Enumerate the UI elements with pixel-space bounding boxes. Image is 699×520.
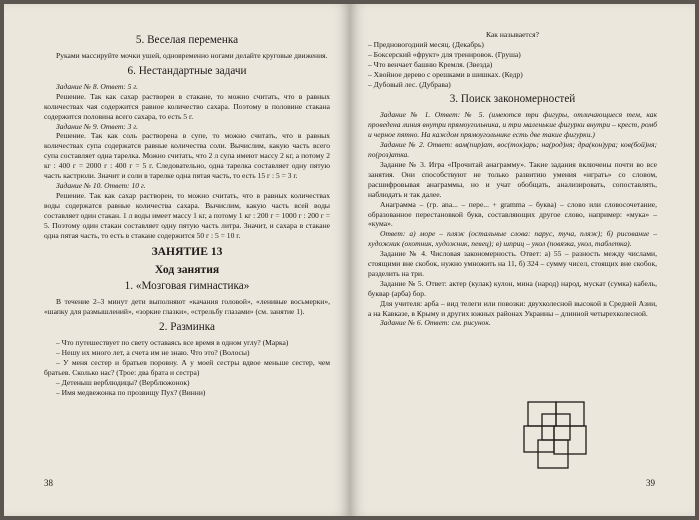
page-number-left: 38	[44, 478, 53, 488]
riddle-item: – Что венчает башню Кремля. (Звезда)	[368, 59, 493, 69]
left-page	[4, 4, 350, 516]
section-5-text: Руками массируйте мочки ушей, одновременно ногами делайте круговые движения.	[56, 51, 328, 60]
section-1-text: В течение 2–3 минут дети выполняют «качания головой», «ленивые восьмерки», «шапку для размышлений», «зоркие глазки», «стрельбу глазами» (см. занятие 1).	[44, 297, 330, 317]
section-1-title: 1. «Мозговая гимнастика»	[124, 280, 250, 293]
riddle-intro: Как называется?	[485, 30, 539, 39]
figure-square	[524, 426, 554, 452]
warmup-item: – У меня сестер и братьев поровну. А у моей сестры вдвое меньше сестер, чем братьев. Сколько нас? (Трое: два брата и сестра)	[44, 358, 330, 377]
riddle-item: – Хвойное дерево с орешками в шишках. (Кедр)	[368, 69, 523, 79]
warmup-item: – Что путешествует по свету оставаясь все время в одном углу? (Марка)	[56, 338, 289, 348]
warmup-item: – Имя медвежонка по прозвищу Пух? (Винни)	[56, 387, 206, 397]
task-1-answer: Задание № 1. Ответ: № 5. (имеются три фигуры, отличающиеся тем, как проведена линия внутри прямоугольника, и три маленькие фигурки внутри – крест, ромб и черное пятно. На каждом прямоугольнике есть две такие фигурки.)	[368, 110, 657, 140]
task-10-label: Задание № 10. Ответ: 10 г.	[56, 180, 146, 190]
section-6-title: 6. Нестандартные задачи	[127, 64, 247, 77]
task-5-answer: Задание № 5. Ответ: актер (кулак) кулон, мина (народ) народ, мускат (сумка) кабель, буквар (арба) бор.	[368, 278, 657, 298]
task-6-answer: Задание № 6. Ответ: см. рисунок.	[380, 318, 491, 328]
right-page	[350, 4, 695, 516]
section-3-title: 3. Поиск закономерностей	[449, 93, 576, 106]
page-number-right: 39	[646, 478, 655, 488]
lesson-title: ЗАНЯТИЕ 13	[151, 245, 223, 259]
riddle-item: – Дубовый лес. (Дубрава)	[368, 79, 451, 89]
lesson-subtitle: Ход занятия	[154, 263, 220, 277]
section-2-title: 2. Разминка	[159, 321, 215, 334]
warmup-item: – Нешу их много лет, а счета им не знаю. Что это? (Волосы)	[56, 348, 250, 358]
riddle-item: – Предновогодний месяц. (Декабрь)	[368, 39, 484, 49]
section-5-title: 5. Веселая переменка	[135, 34, 239, 46]
task-9-label: Задание № 9. Ответ: 3 г.	[56, 121, 139, 131]
task-8-solution: Решение. Так как сахар растворен в стакане, то можно считать, что в равных количествах чая содержится равное количество сахара. Поэтому в половине стакана содержится половина всего сахара, то есть 5 г.	[44, 91, 330, 121]
task-4-answer: Задание № 4. Числовая закономерность. Ответ: а) 55 – разность между числами, стоящими вне скобок, нужно умножить на 11, б) 324 – сумму чисел, стоящих вне скобок, разделить на три.	[368, 249, 657, 278]
task-3-text: Задание № 3. Игра «Прочитай анаграмму». Такие задания включены почти во все занятия. Они способствуют не только развитию умения «играть» со словом, расшифровывая анаграммы, но и учат обобщать, анализировать, сопоставлять, наблюдать и так далее.	[368, 159, 657, 199]
anagram-definition: Анаграмма – (гр. ana... – пере... + gramma – буква) – слово или словосочетание, образованное перестановкой букв, составляющих другое слово, например: «мука» – «кума».	[368, 199, 657, 229]
squares-figure	[514, 392, 604, 477]
task-10-solution: Решение. Так как сахар растворен, то можно считать, что в равных количествах воды содержатся равные количества сахара. Вычислим, какую часть всей воды составляет один стакан. 1 л воды имеет массу 1 кг, а потому 1 кг : 200 г = 1000 г : 200 г = 5. Поэтому один стакан составляет одну пятую часть литра. Значит, и сахара в стакане одна пятая часть, то есть в стакане содержится 50 г : 5 = 10 г.	[44, 190, 330, 240]
warmup-item: – Детеныш верблюдицы? (Верблюжонок)	[56, 377, 190, 387]
task-2-answer: Задание № 2. Ответ: вам(пир)ат, вос(ток)арь; на(род)ня; дра(кон)ура; ков(бой)ня; по(роз)атка.	[368, 140, 657, 160]
task-3-answer: Ответ: а) море – пляж (остальные слова: парус, туча, пляж); б) рисование – художник (охотник, художник, певец); в) шприц – укол (повязка, укол, таблетка).	[368, 229, 657, 249]
riddle-item: – Боксерский «фрукт» для тренировок. (Груша)	[368, 49, 521, 59]
task-8-label: Задание № 8. Ответ: 5 г.	[56, 81, 139, 91]
task-9-solution: Решение. Так как соль растворена в супе, то можно считать, что в равных количествах супа содержатся равные количества соли. Вычислим, какую часть всего супа составляет одна тарелка. Можно считать, что 2 л супа имеют массу 2 кг, а потому 2 кг : 400 г = 2000 г : 400 г = 5 г. Следовательно, одна тарелка составляет одну пятую часть кастрюли. Значит и соли в тарелке одна пятая часть, то есть 15 г : 5 = 3 г.	[44, 131, 330, 181]
teacher-note: Для учителя: арба – вид телеги или повозки: двухколесной высокой в Средней Азии, а на Кавказе, в Крыму и других южных районах Украины – длинной четырехколесной.	[368, 298, 657, 318]
